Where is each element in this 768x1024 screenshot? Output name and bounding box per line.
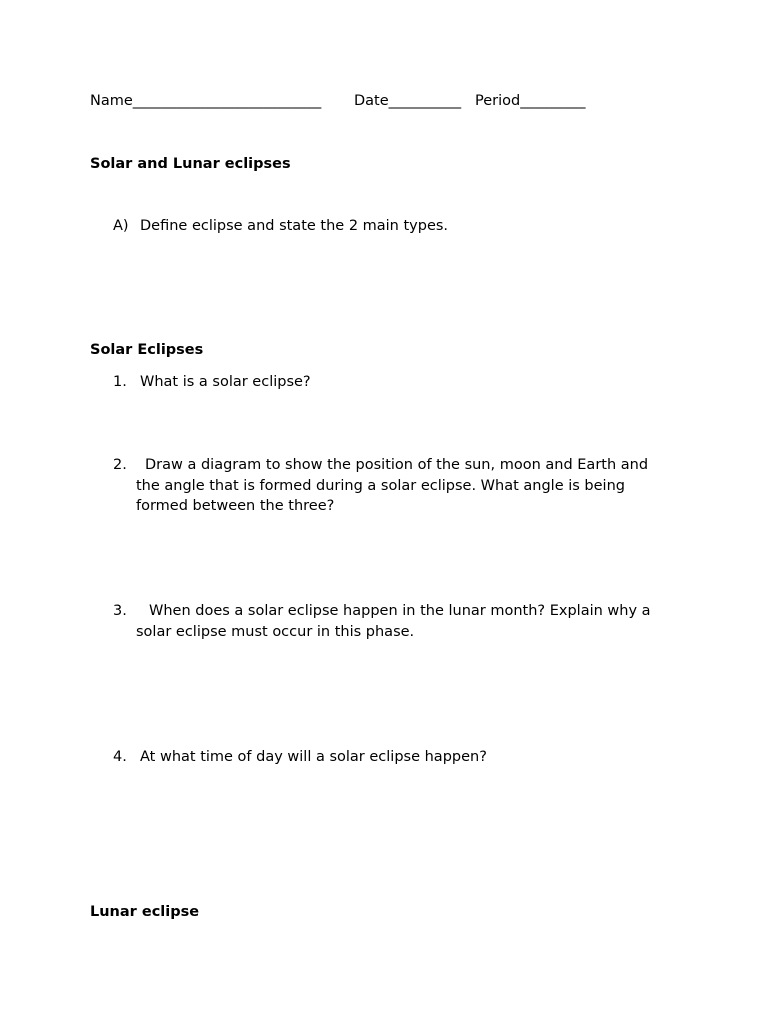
solar-section-heading: Solar Eclipses	[90, 342, 204, 358]
date-field[interactable]: Date__________	[354, 93, 462, 109]
page-title: Solar and Lunar eclipses	[90, 156, 291, 172]
question-marker: A)	[113, 218, 129, 234]
question-marker: 4.	[113, 749, 127, 765]
question-2	[113, 455, 693, 517]
question-1	[113, 372, 693, 393]
question-text-line-1: Draw a diagram to show the position of the sun, moon and Earth and	[145, 457, 649, 473]
question-marker: 2.	[113, 457, 127, 473]
name-field[interactable]: Name__________________________	[90, 93, 322, 109]
lunar-section-heading: Lunar eclipse	[90, 904, 200, 920]
question-text-line-3: formed between the three?	[136, 498, 335, 514]
question-3	[113, 601, 693, 642]
question-marker: 1.	[113, 374, 127, 390]
question-text-line-2: solar eclipse must occur in this phase.	[136, 623, 415, 640]
question-marker: 3.	[113, 603, 127, 619]
intro-question	[113, 216, 693, 237]
question-4	[113, 747, 693, 768]
question-text-line-1: When does a solar eclipse happen in the lunar month? Explain why a	[149, 603, 651, 619]
question-text: Define eclipse and state the 2 main types.	[140, 218, 449, 234]
question-text: What is a solar eclipse?	[140, 374, 311, 390]
question-text: At what time of day will a solar eclipse happen?	[140, 749, 487, 765]
period-field[interactable]: Period_________	[475, 93, 586, 109]
question-text-line-2: the angle that is formed during a solar eclipse. What angle is being	[136, 477, 625, 494]
